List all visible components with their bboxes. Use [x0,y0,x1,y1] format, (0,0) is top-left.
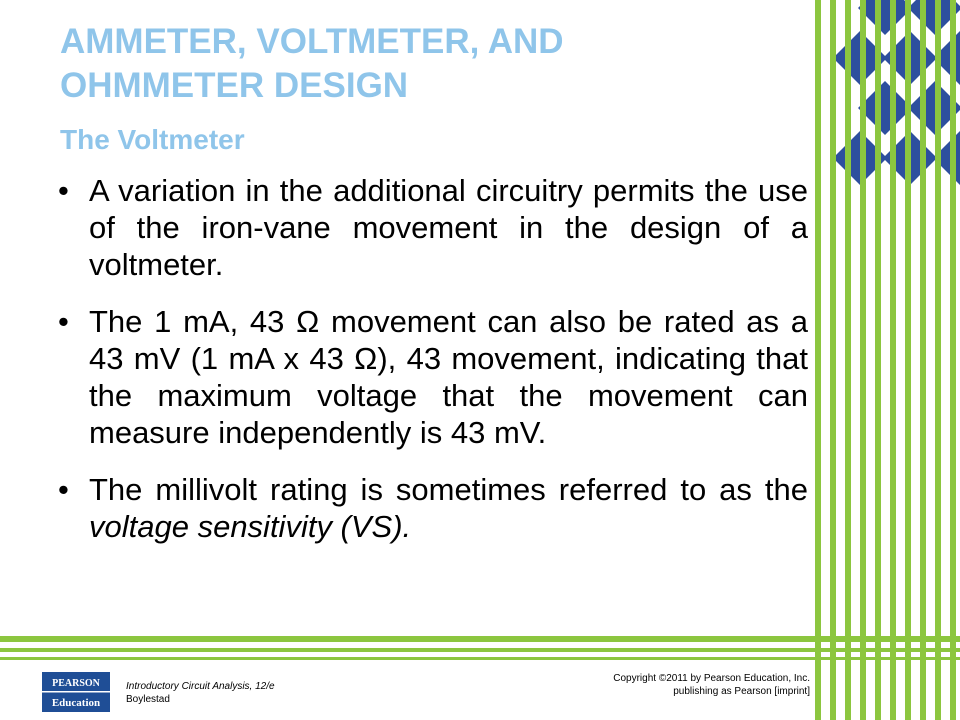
footer-copyright [613,672,810,698]
footer-author: Boylestad [126,694,170,705]
footer-course-info [126,680,275,706]
logo-bottom-text: Education [51,697,101,709]
bullet-symbol: • [58,304,69,339]
title-line-1: AMMETER, VOLTMETER, AND [60,22,564,61]
green-vertical-stripe [890,0,896,720]
pearson-logo [42,672,110,712]
green-horizontal-stripe [0,648,960,652]
bullet-text: A variation in the additional circuitry permits the use of the iron-vane movement in the design of a voltmeter. [89,173,808,282]
copyright-line-2: publishing as Pearson [imprint] [673,686,810,697]
bullet-list [58,172,808,565]
bullet-item [58,303,808,451]
bullet-symbol: • [58,472,69,507]
bullet-item [58,471,808,545]
title-line-2: OHMMETER DESIGN [60,66,409,105]
slide-subtitle: The Voltmeter [60,124,245,155]
copyright-line-1: Copyright ©2011 by Pearson Education, Inc. [613,673,810,684]
green-vertical-stripe [950,0,956,720]
green-vertical-stripe [860,0,866,720]
footer-course-title: Introductory Circuit Analysis, 12/e [126,681,275,692]
bullet-text: The 1 mA, 43 Ω movement can also be rated as a 43 mV (1 mA x 43 Ω), 43 movement, indicating that the maximum voltage that the movement can measure independently is 43 mV. [89,304,808,450]
bullet-symbol: • [58,173,69,208]
green-horizontal-stripe [0,636,960,642]
green-vertical-stripe [920,0,926,720]
green-vertical-stripe [815,0,821,720]
slide-title [60,20,564,108]
bullet-item [58,172,808,283]
green-vertical-stripe [845,0,851,720]
diamond-shape [858,81,912,135]
green-vertical-stripe [875,0,881,720]
green-vertical-stripe [935,0,941,720]
bullet-text: The millivolt rating is sometimes referred to as the [89,472,808,507]
green-horizontal-stripe [0,657,960,660]
green-vertical-stripe [830,0,836,720]
diamond-shape [858,0,912,35]
green-vertical-stripe [905,0,911,720]
logo-top-text: PEARSON [52,678,100,689]
bullet-text-italic: voltage sensitivity (VS). [89,509,412,544]
